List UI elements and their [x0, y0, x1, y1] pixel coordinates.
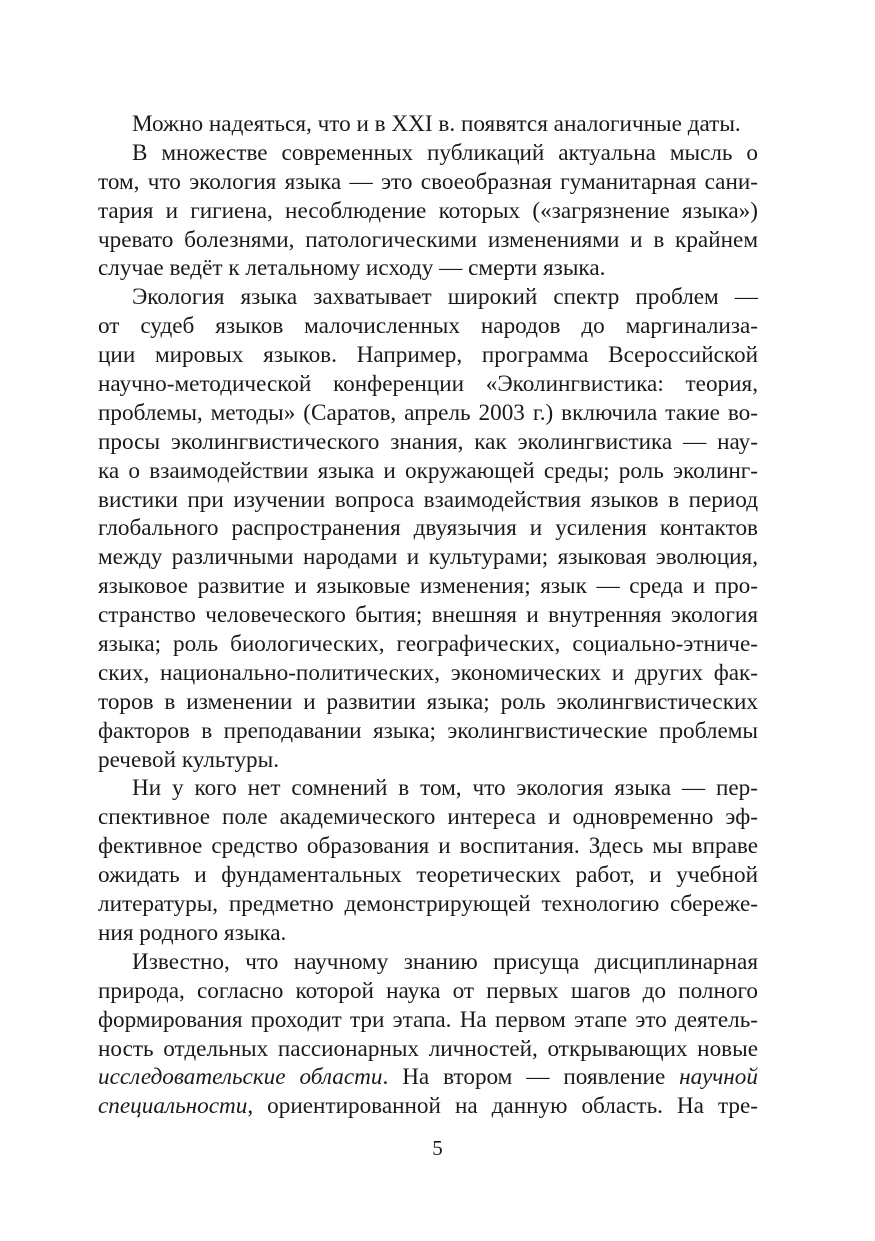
text-line: ции мировых языков. Например, программа Всероссийской — [98, 342, 758, 369]
text-line: от судеб языков малочисленных народов до маргинализа- — [98, 313, 758, 340]
text-line: проблемы, методы» (Саратов, апрель 2003 г.) включила такие во- — [98, 399, 758, 426]
text-line-mixed — [98, 1063, 758, 1092]
text-line: тария и гигиена, несоблюдение которых («загрязнение языка») — [98, 197, 758, 224]
page-number: 5 — [432, 1136, 443, 1160]
text-line: формирования проходит три этапа. На первом этапе это деятель- — [98, 1006, 758, 1033]
text-line: случае ведёт к летальному исходу — смерти языка. — [98, 255, 606, 282]
text-line: природа, согласно которой наука от первых шагов до полного — [98, 977, 758, 1004]
paragraph-2 — [98, 139, 758, 283]
text-line-mixed — [98, 1092, 758, 1121]
text-line: Ни у кого нет сомнений в том, что экология языка — пер- — [132, 775, 758, 802]
text-line: Экология языка захватывает широкий спектр проблем — — [132, 284, 758, 311]
text-line: языка; роль биологических, географических, социально-этниче- — [98, 631, 758, 658]
text-line: том, что экология языка — это своеобразная гуманитарная сани- — [98, 168, 758, 195]
text-line: между различными народами и культурами; языковая эволюция, — [98, 544, 758, 571]
text-line: торов в изменении и развитии языка; роль эколингвистических — [98, 688, 758, 715]
text-line: ния родного языка. — [98, 919, 287, 946]
text-segment: , ориентированной на данную область. На тре- — [247, 1093, 758, 1120]
text-line: факторов в преподавании языка; эколингвистические проблемы — [98, 717, 758, 744]
text-segment: . На втором — появление — [382, 1064, 680, 1091]
text-line: ность отдельных пассионарных личностей, открывающих новые — [98, 1035, 758, 1062]
text-line: глобального распространения двуязычия и усиления контактов — [98, 515, 758, 542]
text-line: Известно, что научному знанию присуща дисциплинарная — [132, 948, 758, 975]
text-line: В множестве современных публикаций актуальна мысль о — [132, 139, 758, 166]
text-line: чревато болезнями, патологическими изменениями и в крайнем — [98, 226, 758, 253]
text-line: речевой культуры. — [98, 746, 280, 773]
text-line: вистики при изучении вопроса взаимодействия языков в период — [98, 486, 758, 513]
text-line: языковое развитие и языковые изменения; язык — среда и про- — [98, 573, 758, 600]
paragraph-5 — [98, 948, 758, 1121]
text-line: ка о взаимодействии языка и окружающей среды; роль эколинг- — [98, 457, 758, 484]
text-line: просы эколингвистического знания, как эколингвистика — нау- — [98, 428, 758, 455]
text-line: фективное средство образования и воспитания. Здесь мы вправе — [98, 833, 758, 860]
text-line: научно-методической конференции «Эколингвистика: теория, — [98, 371, 758, 398]
paragraph-3 — [98, 283, 758, 774]
paragraph-4 — [98, 774, 758, 947]
italic-term: специальности — [98, 1093, 248, 1120]
text-line: странство человеческого бытия; внешняя и внутренняя экология — [98, 602, 758, 629]
paragraph-1 — [98, 110, 758, 139]
text-line: Можно надеяться, что и в XXI в. появятся аналогичные даты. — [132, 111, 741, 137]
page-body — [98, 110, 758, 1121]
italic-term: научной — [679, 1064, 758, 1091]
text-line: спективное поле академического интереса и одновременно эф- — [98, 804, 758, 831]
text-line: ожидать и фундаментальных теоретических работ, и учебной — [98, 862, 758, 889]
text-line: литературы, предметно демонстрирующей технологию сбереже- — [98, 891, 758, 918]
text-line: ских, национально-политических, экономических и других фак- — [98, 659, 758, 686]
italic-term: исследовательские области — [98, 1064, 383, 1091]
